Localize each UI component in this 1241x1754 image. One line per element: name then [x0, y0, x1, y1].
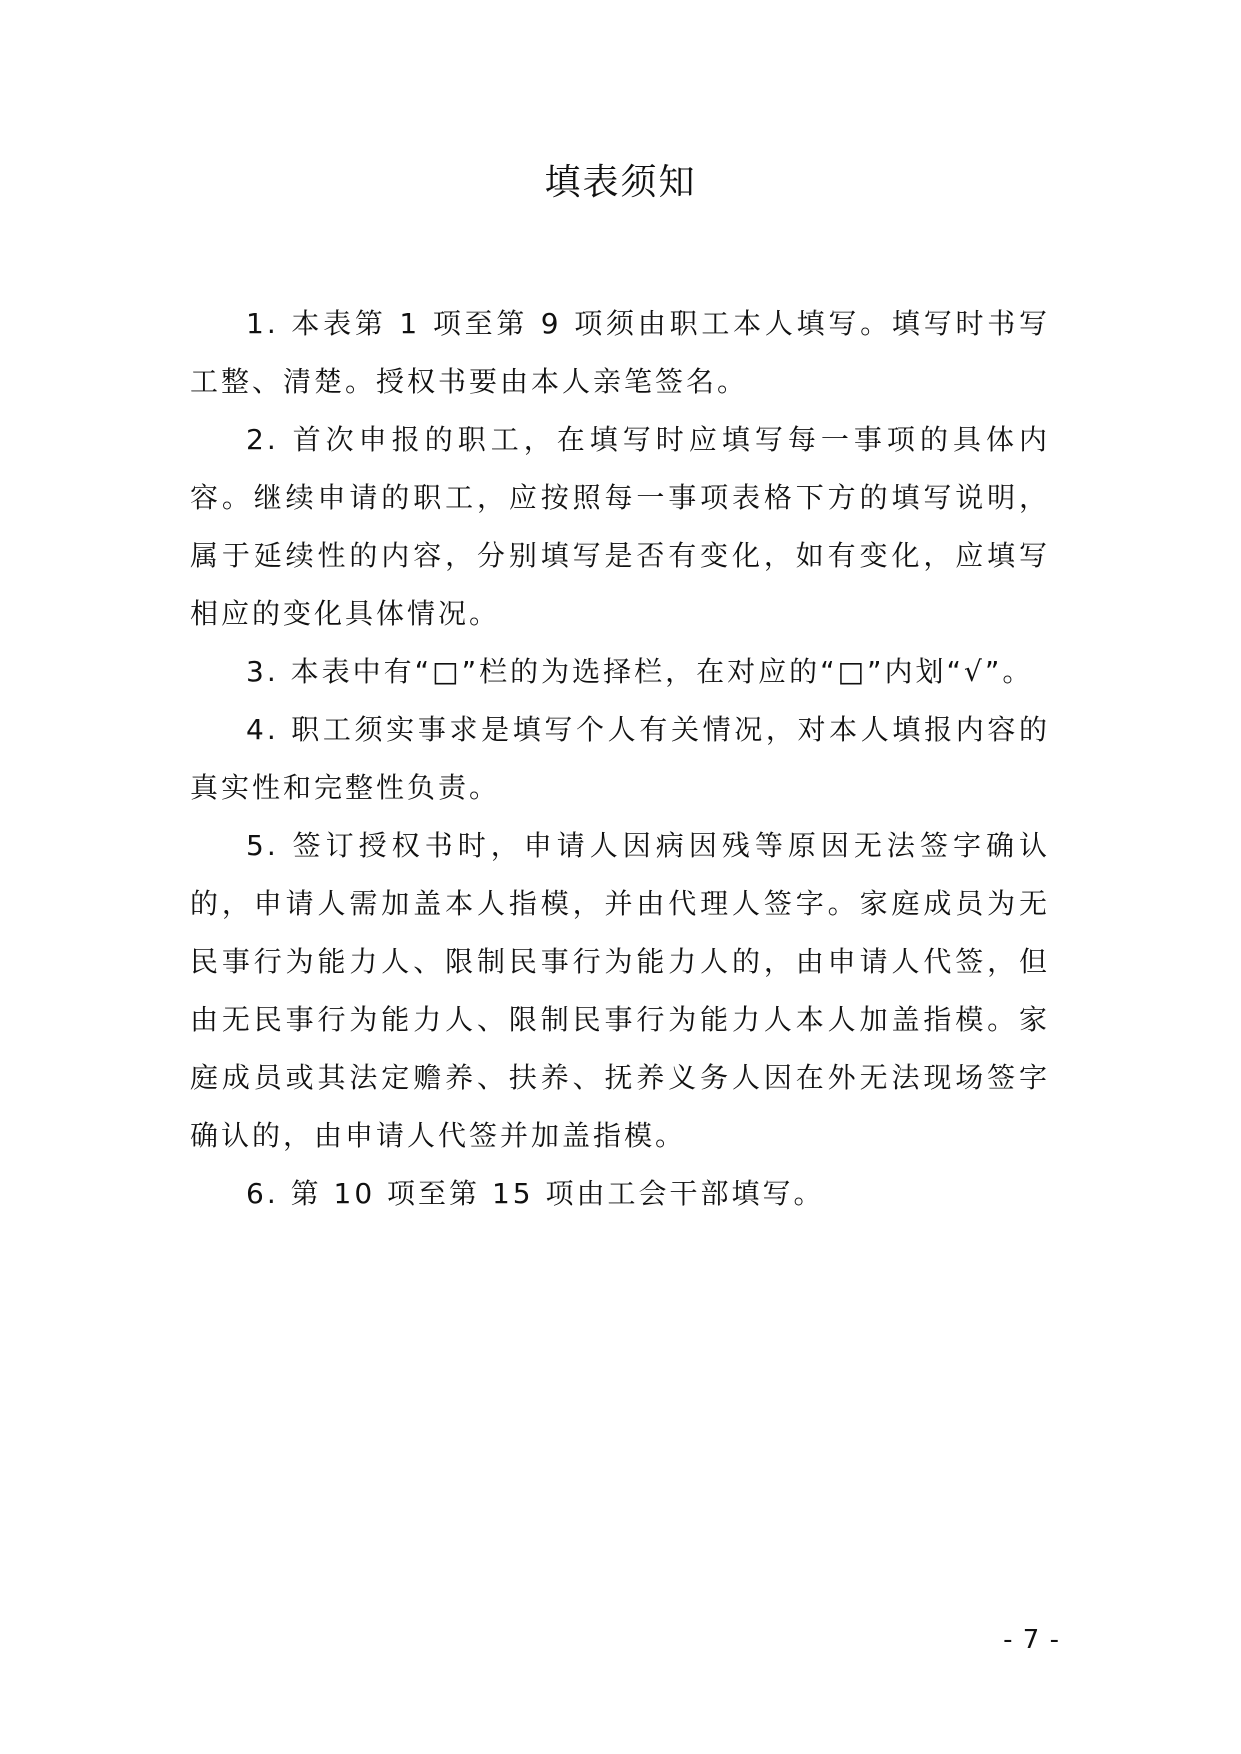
- instruction-paragraph-5: 5. 签订授权书时，申请人因病因残等原因无法签字确认的，申请人需加盖本人指模，并由代理人签字。家庭成员为无民事行为能力人、限制民事行为能力人的，由申请人代签，但由无民事行为能力人、限制民事行为能力人本人加盖指模。家庭成员或其法定赡养、扶养、抚养义务人因在外无法现场签字确认的，由申请人代签并加盖指模。: [190, 829, 1050, 1152]
- instruction-paragraph-3: 3. 本表中有“□”栏的为选择栏，在对应的“□”内划“√”。: [246, 655, 1034, 688]
- instruction-paragraph-4: 4. 职工须实事求是填写个人有关情况，对本人填报内容的真实性和完整性负责。: [190, 713, 1050, 804]
- page-number: - 7 -: [1003, 1625, 1060, 1655]
- instruction-paragraph-2: 2. 首次申报的职工，在填写时应填写每一事项的具体内容。继续申请的职工，应按照每一事项表格下方的填写说明，属于延续性的内容，分别填写是否有变化，如有变化，应填写相应的变化具体情况。: [190, 423, 1050, 630]
- instruction-paragraph-6: 6. 第 10 项至第 15 项由工会干部填写。: [246, 1177, 825, 1210]
- page-title: 填表须知: [544, 162, 697, 203]
- instructions-body: [190, 295, 1050, 1223]
- instruction-paragraph-1: 1. 本表第 1 项至第 9 项须由职工本人填写。填写时书写工整、清楚。授权书要由本人亲笔签名。: [190, 307, 1050, 398]
